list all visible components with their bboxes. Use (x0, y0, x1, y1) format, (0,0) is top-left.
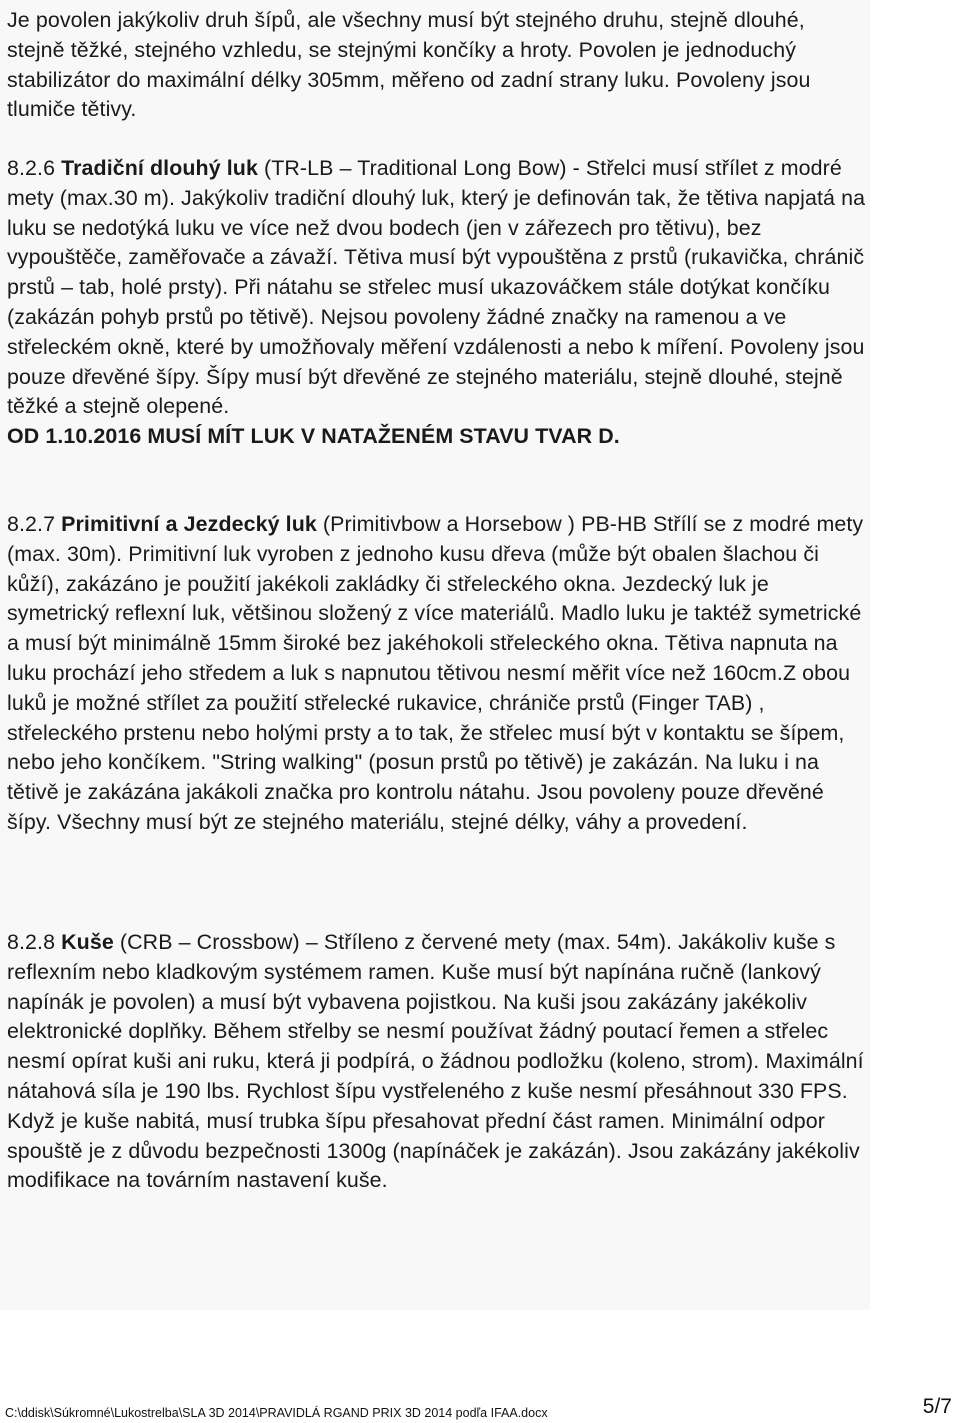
footer-page-number: 5/7 (922, 1395, 952, 1418)
section-title: Primitivní a Jezdecký luk (61, 512, 317, 536)
section-number: 8.2.6 (7, 156, 62, 180)
section-title: Tradiční dlouhý luk (61, 156, 258, 180)
footer-file-path: C:\ddisk\Súkromné\Lukostrelba\SLA 3D 2014\PRAVIDLÁ RGAND PRIX 3D 2014 podľa IFAA.docx (5, 1406, 548, 1420)
section-8-2-7 (7, 510, 867, 838)
section-text: (Primitivbow a Horsebow ) PB-HB Střílí se z modré mety (max. 30m). Primitivní luk vyroben z jednoho kusu dřeva (může být obalen šlachou či kůží), zakázáno je použití jakékoli zakládky či střeleckého okna. Jezdecký luk je symetrický reflexní luk, většinou složený z více materiálů. Madlo luku je taktéž symetrické a musí být minimálně 15mm široké bez jakéhokoli střeleckého okna. Tětiva napnuta na luku prochází jeho středem a luk s napnutou tětivou nesmí měřit více než 160cm.Z obou luků je možné střílet za použití střelecké rukavice, chrániče prstů (Finger TAB) , střeleckého prstenu nebo holými prsty a to tak, že střelec musí být v kontaktu se šípem, nebo jeho končíkem. "String walking" (posun prstů po tětivě) je zakázán. Na luku i na tětivě je zakázána jakákoli značka pro kontrolu nátahu. Jsou povoleny pouze dřevěné šípy. Všechny musí být ze stejného materiálu, stejné délky, váhy a provedení. (7, 512, 864, 834)
paragraph-text: Je povolen jakýkoliv druh šípů, ale všechny musí být stejného druhu, stejně dlouhé, stejně těžké, stejného vzhledu, se stejnými končíky a hroty. Povolen je jednoduchý stabilizátor do maximální délky 305mm, měřeno od zadní strany luku. Povoleny jsou tlumiče tětivy. (7, 8, 811, 122)
section-text: (TR-LB – Traditional Long Bow) - Střelci musí střílet z modré mety (max.30 m). Jakýkoliv tradiční dlouhý luk, který je definován tak, že tětiva napjatá na luku se nedotýká luku ve více než dvou bodech (jen v zářezech pro tětivu), bez vypouštěče, zaměřovače a závaží. Tětiva musí být vypouštěna z prstů (rukavička, chránič prstů – tab, holé prsty). Při nátahu se střelec musí ukazováčkem stále dotýkat končíku (zakázán pohyb prstů po tětivě). Nejsou povoleny žádné značky na ramenou a ve střeleckém okně, které by umožňovaly měření vzdálenosti a nebo k míření. Povoleny jsou pouze dřevěné šípy. Šípy musí být dřevěné ze stejného materiálu, stejně dlouhé, stejně těžké a stejně olepené. (7, 156, 866, 419)
section-8-2-6 (7, 154, 867, 452)
section-number: 8.2.7 (7, 512, 62, 536)
section-number: 8.2.8 (7, 930, 62, 954)
section-notice: OD 1.10.2016 MUSÍ MÍT LUK V NATAŽENÉM STAVU TVAR D. (7, 424, 620, 449)
section-8-2-8 (7, 928, 867, 1196)
section-title: Kuše (61, 930, 114, 954)
section-text: (CRB – Crossbow) – Stříleno z červené mety (max. 54m). Jakákoliv kuše s reflexním nebo kladkovým systémem ramen. Kuše musí být napínána ručně (lankový napínák je povolen) a musí být vybavena pojistkou. Na kuši jsou zakázány jakékoliv elektronické doplňky. Během střelby se nesmí používat žádný poutací řemen a střelec nesmí opírat kuši ani ruku, která ji podpírá, o žádnou podložku (koleno, strom). Maximální nátahová síla je 190 lbs. Rychlost šípu vystřeleného z kuše nesmí přesáhnout 330 FPS. Když je kuše nabitá, musí trubka šípu přesahovat přední část ramen. Minimální odpor spouště je z důvodu bezpečnosti 1300g (napínáček je zakázán). Jsou zakázány jakékoliv modifikace na továrním nastavení kuše. (7, 930, 864, 1193)
paragraph-arrows-rules (7, 6, 867, 125)
